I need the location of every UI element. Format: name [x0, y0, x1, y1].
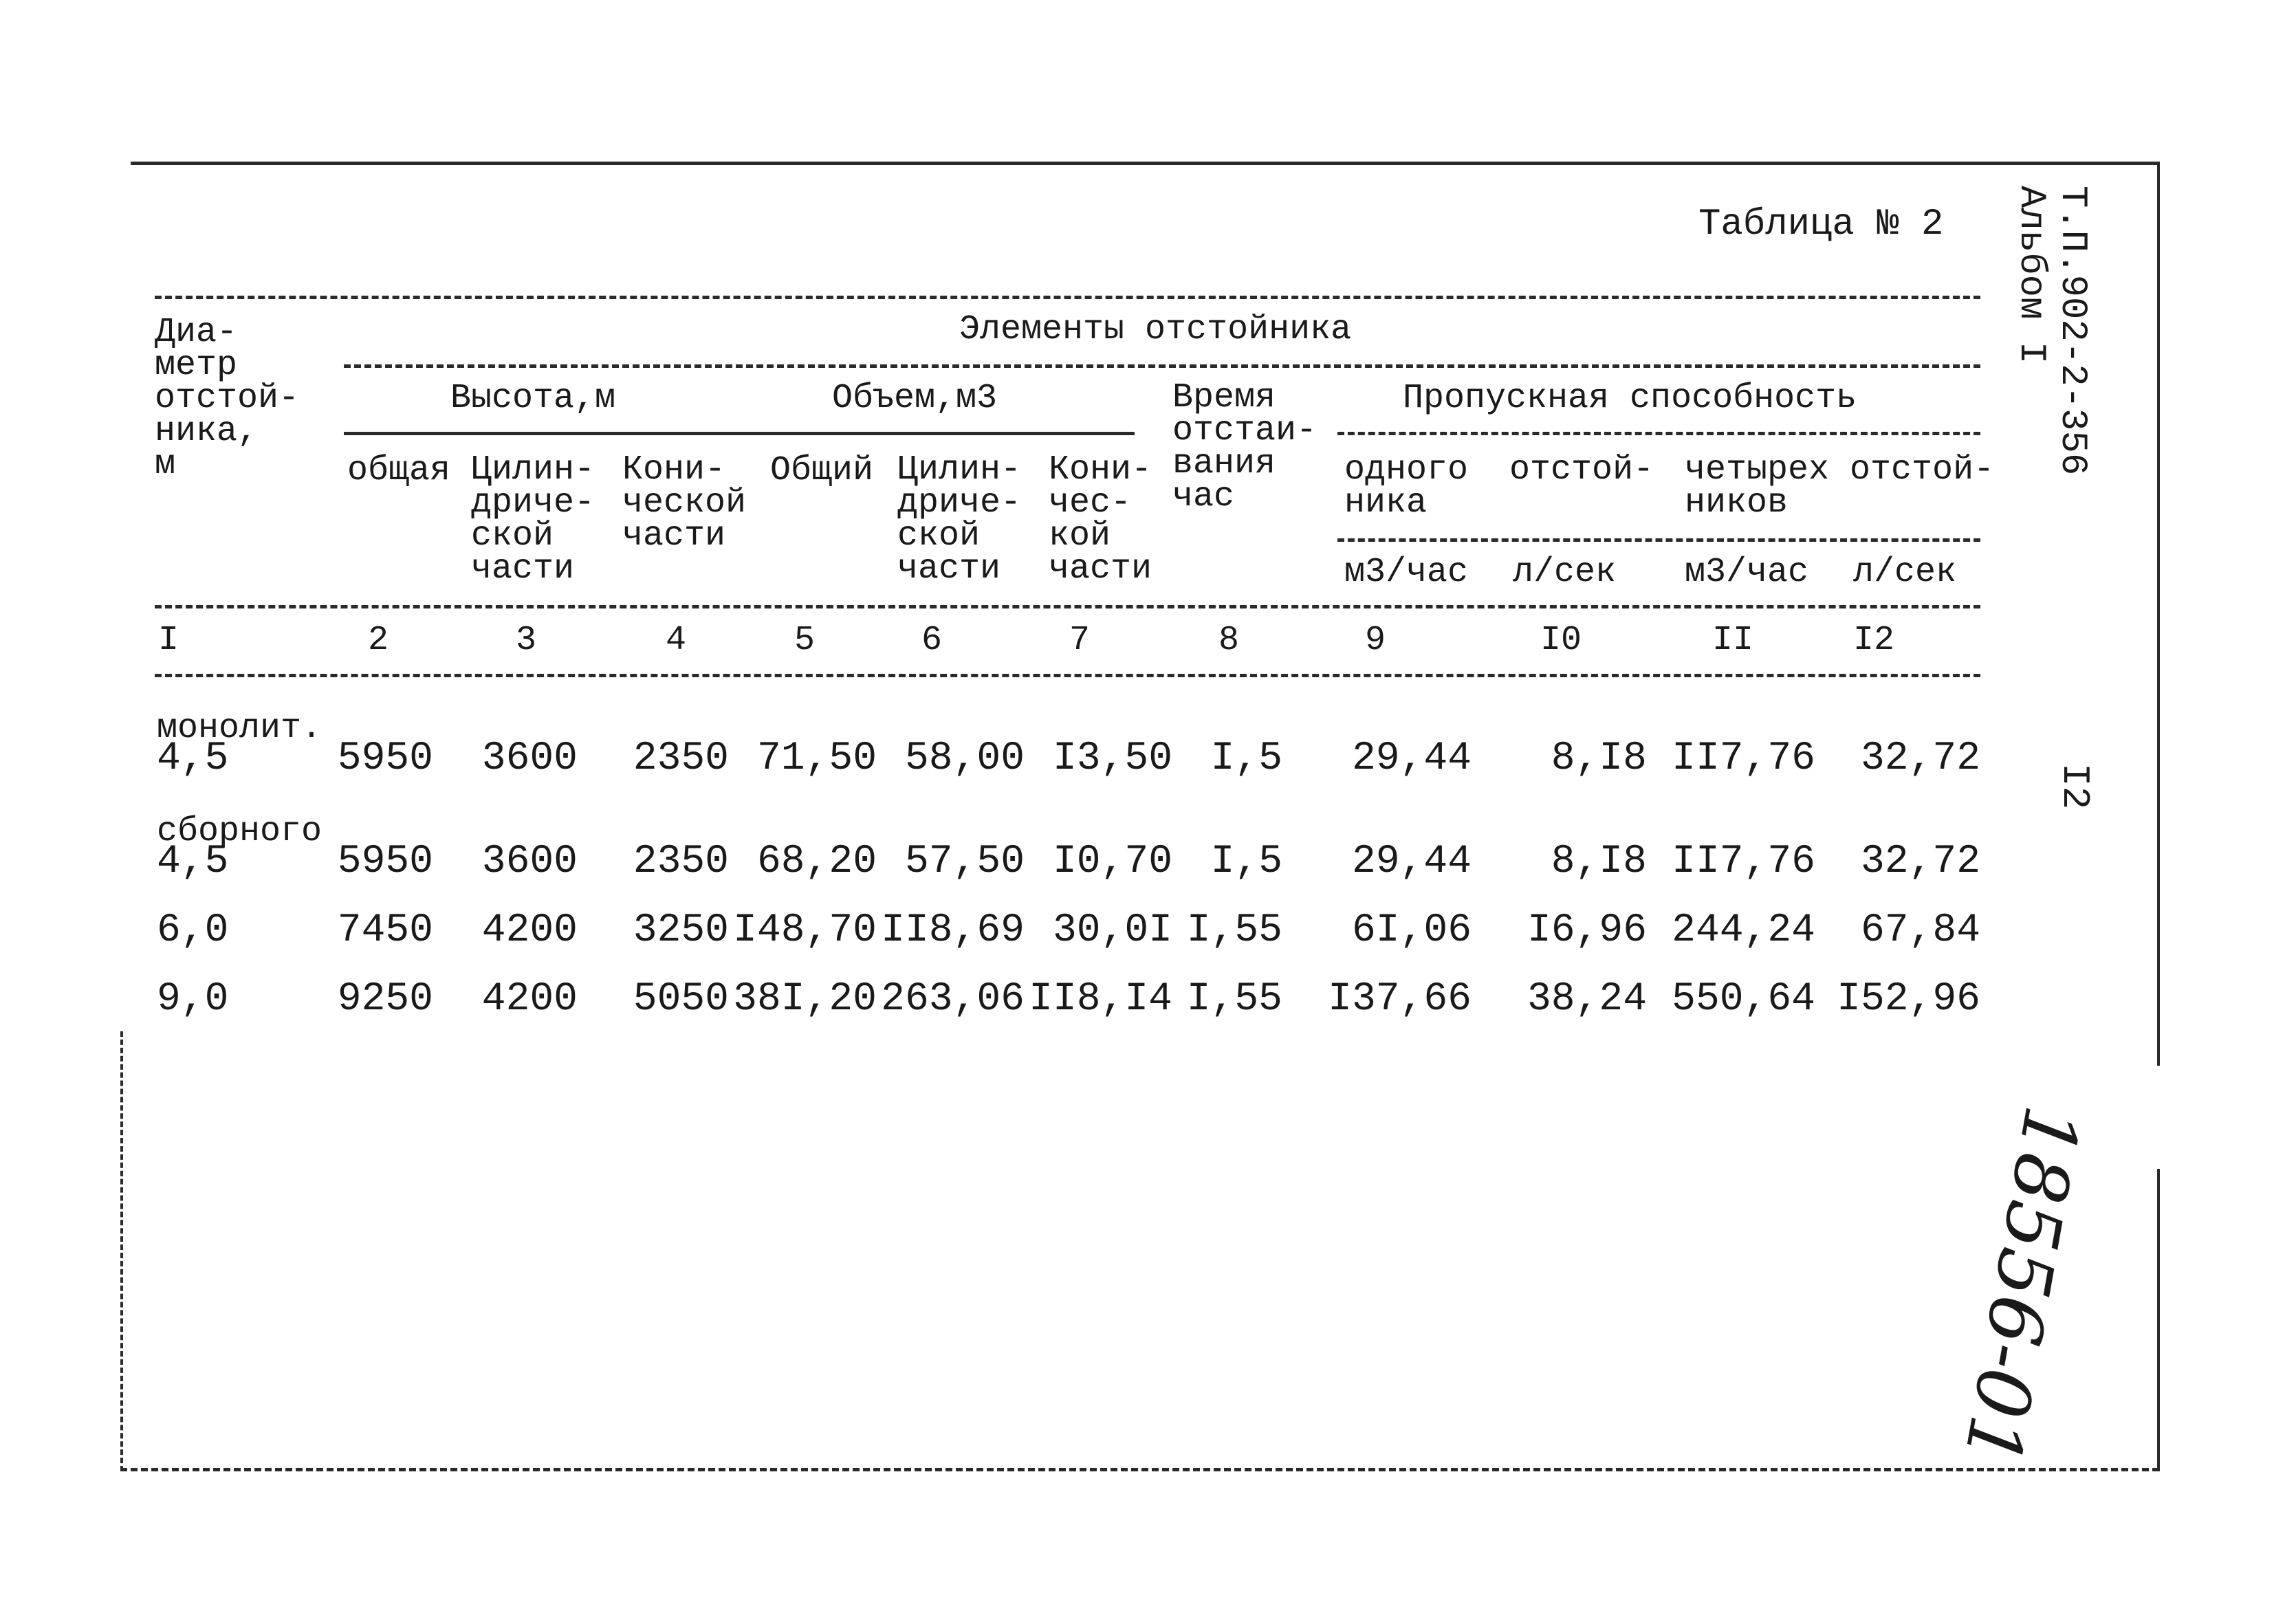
table-cell: 6I,06 — [1351, 908, 1472, 953]
header-height-con-line: Кони- — [622, 450, 726, 490]
table-cell: II7,76 — [1672, 736, 1815, 781]
header-four-tanks-line: четырех отстой- — [1685, 450, 1995, 490]
cell-diameter: 6,0 — [157, 908, 229, 953]
table-cell: II8,69 — [881, 908, 1025, 953]
table-cell: I0,70 — [1052, 840, 1172, 884]
side-album-line: Альбом I — [2010, 186, 2052, 364]
header-time-line: отстаи- — [1172, 411, 1318, 450]
header-diameter-line: Диа- — [155, 313, 238, 352]
col-number: I2 — [1853, 621, 1895, 660]
col-number: 3 — [516, 621, 537, 660]
table-cell: 32,72 — [1860, 736, 1980, 781]
frame-right-line-lower — [2157, 1169, 2160, 1471]
header-height-con-line: ческой — [622, 483, 747, 523]
header-unit: м3/час — [1344, 553, 1469, 592]
col-number: I — [158, 621, 179, 660]
header-volume: Объем,м3 — [832, 379, 998, 418]
table-cell: 5950 — [337, 840, 433, 884]
table-cell: 263,06 — [881, 977, 1025, 1022]
table-cell: 3600 — [481, 736, 578, 781]
header-time-line: час — [1172, 477, 1235, 516]
table-cell: 2350 — [633, 840, 729, 884]
table-cell: 57,50 — [904, 840, 1025, 884]
table-cell: 38,24 — [1527, 977, 1647, 1022]
cell-diameter: 4,5 — [157, 736, 229, 781]
side-code-line: Т.П.902-2-356 — [2051, 186, 2093, 476]
table-cell: II8,I4 — [1029, 977, 1172, 1022]
table-cell: 58,00 — [904, 736, 1025, 781]
header-height-con-line: части — [622, 516, 726, 556]
page-number: I2 — [2053, 763, 2097, 810]
table-cell: 67,84 — [1860, 908, 1980, 953]
table-cell: I,5 — [1210, 840, 1282, 884]
col-number: 9 — [1365, 621, 1386, 660]
table-cell: I3,50 — [1052, 736, 1172, 781]
frame-right-line — [2157, 162, 2160, 1066]
table-cell: 4200 — [481, 977, 578, 1022]
col-number: 8 — [1218, 621, 1240, 660]
frame-top-line — [131, 162, 2159, 165]
table-cell: 7450 — [337, 908, 433, 953]
side-code — [2010, 186, 2093, 476]
table-cell: I6,96 — [1527, 908, 1647, 953]
table-title: Таблица № 2 — [1698, 204, 1944, 245]
header-height-cyl-line: Цилин- — [471, 450, 595, 490]
col-number: 4 — [666, 621, 687, 660]
header-volume-con-line: Кони- — [1049, 450, 1152, 490]
header-volume-total: Общий — [770, 451, 874, 490]
rule-under-elements — [344, 364, 1980, 368]
table-rule-top — [155, 296, 1980, 299]
table-cell: 5050 — [633, 977, 729, 1022]
rule-under-colnums — [155, 674, 1980, 677]
header-height-cyl — [471, 450, 595, 589]
header-diameter-line: ника, — [155, 412, 259, 451]
header-volume-con-line: части — [1049, 549, 1152, 589]
table-cell: II7,76 — [1672, 840, 1815, 884]
table-cell: 32,72 — [1860, 840, 1980, 884]
table-cell: I,5 — [1210, 736, 1282, 781]
header-capacity: Пропускная способность — [1403, 379, 1857, 418]
table-cell: 38I,20 — [733, 977, 877, 1022]
header-time-line: вания — [1172, 444, 1276, 483]
frame-left-line — [120, 1031, 123, 1471]
header-volume-cyl-line: ской — [897, 516, 981, 556]
header-four-tanks — [1685, 450, 1995, 523]
header-volume-cyl-line: Цилин- — [897, 450, 1022, 490]
table-cell: 29,44 — [1351, 840, 1472, 884]
row-label: монолит. — [157, 709, 322, 748]
rule-under-height — [344, 432, 1135, 435]
header-height-con — [622, 450, 747, 556]
rule-header-bottom — [155, 605, 1980, 608]
row-label: сборного — [157, 812, 322, 851]
col-number: II — [1712, 621, 1754, 660]
cell-diameter: 4,5 — [157, 840, 229, 884]
header-diameter-line: отстой- — [155, 379, 300, 418]
header-volume-con-line: кой — [1049, 516, 1111, 556]
table-cell: 29,44 — [1351, 736, 1472, 781]
header-volume-con-line: чес- — [1049, 483, 1132, 523]
frame-bottom-line — [120, 1468, 2159, 1471]
table-cell: 3600 — [481, 840, 578, 884]
table-cell: 71,50 — [756, 736, 877, 781]
col-number: 5 — [794, 621, 816, 660]
table-cell: 550,64 — [1672, 977, 1815, 1022]
handwritten-number: 18556-01 — [1947, 1099, 2097, 1472]
header-height-cyl-line: дриче- — [471, 483, 595, 523]
cell-diameter: 9,0 — [157, 977, 229, 1022]
header-height-cyl-line: части — [471, 549, 575, 589]
header-time — [1172, 378, 1318, 516]
header-volume-cyl-line: части — [897, 549, 1001, 589]
table-cell: 3250 — [633, 908, 729, 953]
header-time-line: Время — [1172, 378, 1276, 417]
table-cell: I,55 — [1186, 977, 1282, 1022]
header-height-total: общая — [347, 451, 451, 490]
header-four-tanks-line: ников — [1685, 483, 1789, 523]
header-unit: л/сек — [1513, 553, 1617, 592]
rule-under-capacity — [1337, 432, 1980, 435]
header-diameter-line: м — [155, 445, 176, 484]
header-diameter — [155, 313, 300, 484]
table-cell: 8,I8 — [1551, 736, 1647, 781]
header-height-cyl-line: ской — [471, 516, 554, 556]
table-cell: I37,66 — [1328, 977, 1472, 1022]
header-unit: л/сек — [1853, 553, 1957, 592]
table-cell: 5950 — [337, 736, 433, 781]
rule-above-units — [1337, 538, 1980, 542]
col-number: 7 — [1069, 621, 1091, 660]
header-unit: м3/час — [1685, 553, 1809, 592]
header-one-tank-line: ника — [1344, 483, 1428, 523]
col-number: I0 — [1540, 621, 1582, 660]
table-cell: 8,I8 — [1551, 840, 1647, 884]
header-diameter-line: метр — [155, 346, 238, 385]
header-volume-cyl-line: дриче- — [897, 483, 1022, 523]
table-cell: I,55 — [1186, 908, 1282, 953]
col-number: 6 — [921, 621, 943, 660]
table-cell: 68,20 — [756, 840, 877, 884]
header-volume-cyl — [897, 450, 1022, 589]
table-cell: 9250 — [337, 977, 433, 1022]
col-number: 2 — [368, 621, 389, 660]
header-volume-con — [1049, 450, 1152, 589]
table-cell: 244,24 — [1672, 908, 1815, 953]
header-one-tank — [1344, 450, 1654, 523]
table-cell: 4200 — [481, 908, 578, 953]
table-cell: 30,0I — [1052, 908, 1172, 953]
header-height: Высота,м — [450, 379, 616, 418]
table-cell: 2350 — [633, 736, 729, 781]
table-cell: I52,96 — [1837, 977, 1980, 1022]
header-one-tank-line: одного отстой- — [1344, 450, 1654, 490]
table-cell: I48,70 — [733, 908, 877, 953]
header-elements: Элементы отстойника — [959, 310, 1352, 349]
